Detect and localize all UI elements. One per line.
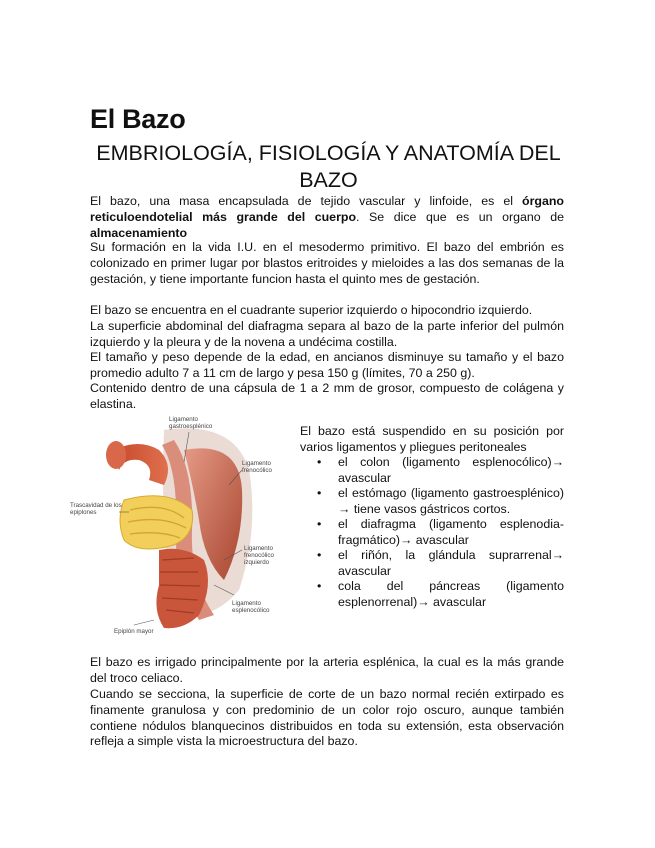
intro-text-mid: . Se dice que es un organo de [356, 209, 564, 224]
paragraph-formation: Su formación en la vida I.U. en el mesodermo primitivo. El bazo del embrión es colonizado en primer lugar por blastos eritroides y mieloides a las dos semanas de la gestación, y tiene importante funcion hasta el quinto mes de gestación. [90, 240, 564, 286]
paragraph-diaphragm: La superficie abdominal del diafragma separa al bazo de la parte inferior del pulmón izquierdo y la pleura y de la novena a undécima costilla. [90, 319, 564, 349]
paragraph-capsule: Contenido dentro de una cápsula de 1 a 2 mm de grosor, compuesto de colágena y elastina. [90, 381, 564, 411]
ligament-kidney: el riñón, la glándula suprarrenal→ avascular [338, 548, 564, 578]
bullet-icon: • [317, 517, 322, 531]
ligaments-section [300, 424, 564, 610]
paragraph-intro [90, 194, 564, 241]
label-trascavidad: Trascavidad de los epiplones [70, 502, 122, 516]
bullet-icon: • [317, 455, 322, 469]
ligament-stomach: el estómago (ligamento gastroesplénico) → tiene vasos gástricos cortos. [338, 486, 564, 516]
bullet-icon: • [317, 486, 322, 500]
bullet-icon: • [317, 579, 322, 593]
label-frenocolico: Ligamento frenocólico [242, 460, 272, 474]
page-subtitle: EMBRIOLOGÍA, FISIOLOGÍA Y ANATOMÍA DEL BAZO [96, 141, 561, 192]
list-item [300, 579, 564, 610]
paragraph-section: Cuando se secciona, la superficie de corte de un bazo normal recién extirpado es finamente granulosa y con predominio de un color rojo oscuro, aunque también contiene nódulos blanquecinos distribuidos en toda su extensión, esta observación refleja a simple vista la microestructura del bazo. [90, 687, 564, 749]
intro-bold-organ: órgano reticuloendotelial más grande del cuerpo [90, 194, 564, 224]
label-esplenocolico: Ligamento esplenocólico [232, 600, 270, 614]
ligaments-list [300, 455, 564, 610]
list-item [300, 548, 564, 579]
label-epiplon-mayor: Epiplón mayor [114, 628, 154, 635]
ligaments-intro: El bazo está suspendido en su posición por varios ligamentos y pliegues peritoneales [300, 424, 564, 454]
spleen-anatomy-figure [64, 410, 292, 640]
list-item [300, 517, 564, 548]
paragraph-size: El tamaño y peso depende de la edad, en ancianos disminuye su tamaño y el bazo promedio adulto 7 a 11 cm de largo y pesa 150 g (límites, 70 a 250 g). [90, 350, 564, 380]
label-gastroesplenico: Ligamento gastroesplénico [169, 416, 213, 430]
bullet-icon: • [317, 548, 322, 562]
list-item [300, 486, 564, 517]
page-title: El Bazo [90, 104, 186, 134]
pancreas-shape [120, 496, 193, 549]
intro-text: El bazo, una masa encapsulada de tejido vascular y linfoide, es el [90, 194, 522, 208]
pointer-epiplon [134, 620, 154, 625]
ligament-pancreas: cola del páncreas (ligamento esplenorrenal)→ avascular [338, 579, 564, 609]
list-item [300, 455, 564, 486]
ligament-colon: el colon (ligamento esplenocólico)→ avascular [338, 455, 564, 485]
paragraph-irrigation: El bazo es irrigado principalmente por la arteria esplénica, la cual es la más grande del troco celiaco. [90, 655, 564, 685]
colon-end-shape [106, 441, 126, 469]
ligament-diaphragm: el diafragma (ligamento esplenodia-fragmático)→ avascular [338, 517, 564, 547]
paragraph-location: El bazo se encuentra en el cuadrante superior izquierdo o hipocondrio izquierdo. [90, 303, 533, 317]
intro-bold-storage: almacenamiento [90, 225, 188, 240]
label-frenocolico-izquierdo: Ligamento frenocólico izquierdo [244, 545, 274, 566]
